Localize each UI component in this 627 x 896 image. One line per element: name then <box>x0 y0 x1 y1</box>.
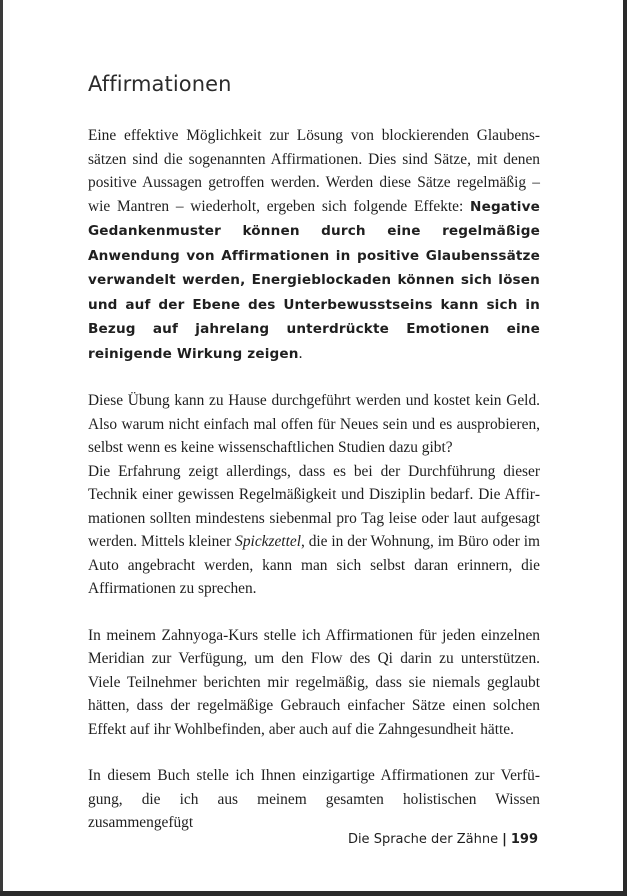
paragraph-experience-text: Die Erfahrung zeigt allerdings, dass es bei der Durchführung dieser Technik einer gewissen Regelmäßigkeit und Disziplin bedarf. Die Affirmationen sollten mindestens siebenmal pro Tag leise oder laut aufgesagt werden. Mittels kleiner <box>88 462 540 550</box>
book-title: Die Sprache der Zähne <box>347 832 499 847</box>
viewer-bottom-edge <box>0 891 627 896</box>
paragraph-practice: Diese Übung kann zu Hause durchgeführt werden und kostet kein Geld. Also warum nicht einfach mal offen für Neues sein und es ausprobieren, selbst wenn es keine wissenschaftlichen Studien dazu gibt? <box>88 392 540 456</box>
paragraph-book: In diesem Buch stelle ich Ihnen einzigartige Affirmationen zur Verfügung, die ich aus meinem gesamten holistischen Wissen zusammengefügt <box>88 767 540 831</box>
paragraph-experience-rest: , die in der Wohnung, im Büro oder im Auto angebracht werden, kann man sich selbst daran erinnern, die Affirmationen zu sprechen. <box>88 533 540 597</box>
book-page <box>3 0 623 891</box>
page-footer <box>348 832 538 847</box>
paragraph-intro-bold: Negative Gedankenmuster können durch eine regelmäßige Anwendung von Affirmationen in positive Glaubenssätze verwandelt werden, Energieblockaden können sich lösen und auf der Ebene des Unterbewusstseins kann sich in Bezug auf jahrelang unterdrückte Emotionen eine reinigende Wirkung zeigen <box>88 198 540 362</box>
paragraph-intro <box>88 124 540 366</box>
footer-separator: | <box>502 832 507 847</box>
paragraph-experience <box>88 460 540 601</box>
body-text <box>88 124 540 835</box>
page-number: 199 <box>510 832 538 847</box>
viewer-right-edge <box>623 0 627 896</box>
paragraph-intro-text: Eine effektive Möglichkeit zur Lösung von blockierenden Glaubenssätzen sind die sogenannten Affirmationen. Dies sind Sätze, mit denen positive Aussagen getroffen werden. Werden diese Sätze regelmäßig – wie Mantren – wiederholt, ergeben sich folgende Effekte: <box>88 127 540 215</box>
paragraph-intro-end: . <box>298 344 303 362</box>
paragraph-course: In meinem Zahnyoga-Kurs stelle ich Affirmationen für jeden einzelnen Meridian zur Verfügung, um den Flow des Qi darin zu unterstützen. Viele Teilnehmer berichten mir regelmäßig, dass sie niemals geglaubt hätten, dass der regelmäßige Gebrauch einfacher Sätze einen solchen Effekt auf ihr Wohlbefinden, aber auch auf die Zahngesundheit hätte. <box>88 626 540 738</box>
paragraph-experience-italic: Spickzettel <box>235 533 301 550</box>
section-heading: Affirmationen <box>88 72 232 96</box>
